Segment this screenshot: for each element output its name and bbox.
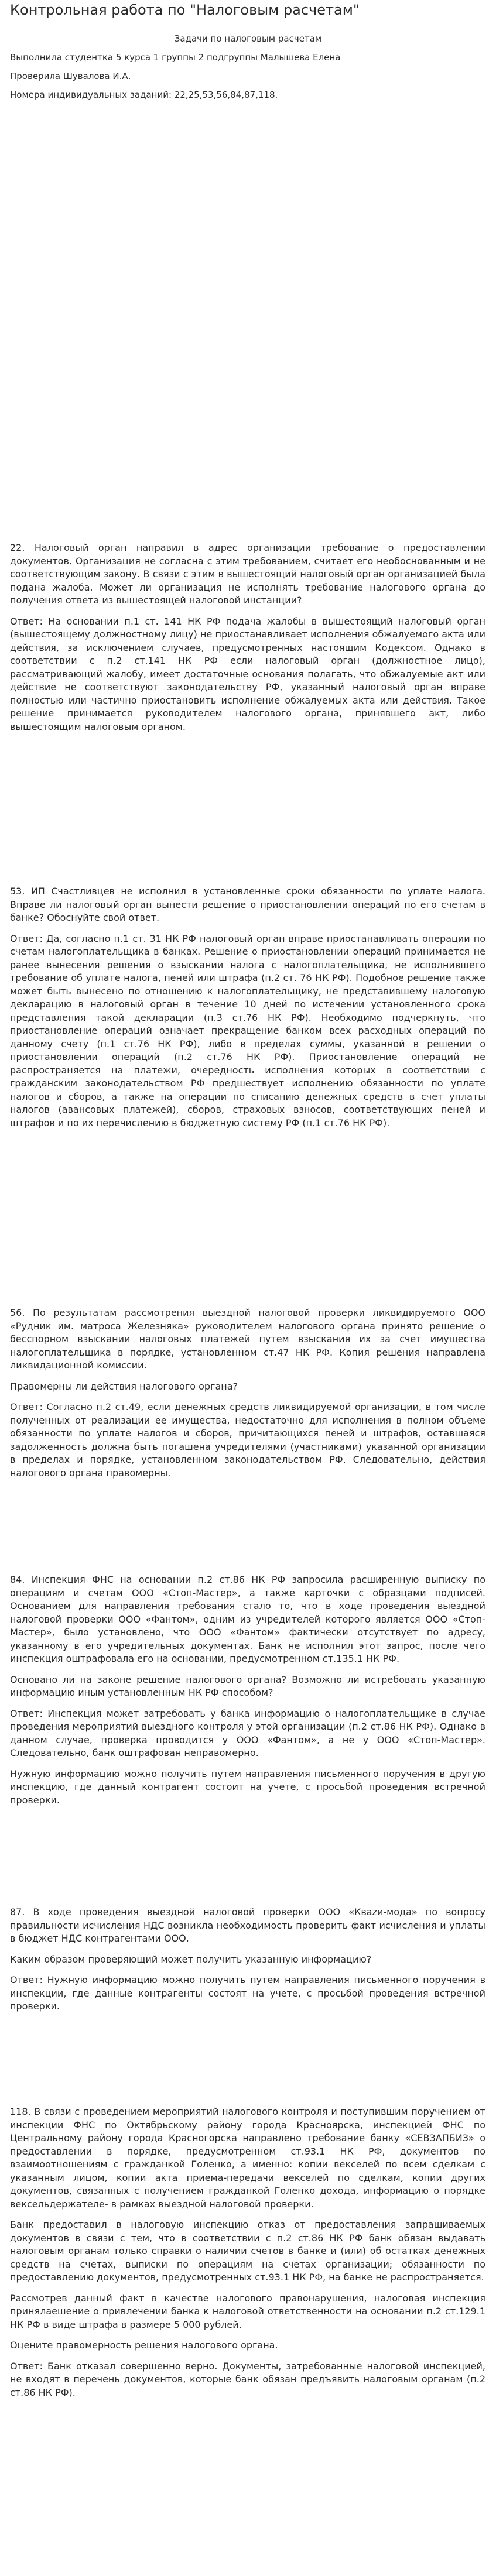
task-56 [10, 1306, 485, 1480]
task-22 [10, 541, 485, 733]
task-118-question: 118. В связи с проведением мероприятий налогового контроля и поступившим поручением от инспекции ФНС по Октябрьскому району города Красноярска, инспекцией ФНС по Центральному району города Красногорска направлено требование банку «СЕВЗАПБИЗ» о предоставлении в порядке, предусмотренном ст.93.1 НК РФ, документов по взаимоотношениям с гражданкой Голенко, а именно: копии векселей по всем сделкам с указанным лицом, копии акта приема-передачи векселей по сделкам, копии других документов, связанных с получением гражданкой Голенко дохода, информацию о порядке вексельдержателе- в рамках выездной налоговой проверки. [10, 2106, 485, 2210]
task-22-question: 22. Налоговый орган направил в адрес организации требование о предоставлении документов. Организация не согласна с этим требованием, считает его необоснованным и не соответствующим закону. В связи с этим в вышестоящий налоговый орган организацией была подана жалоба. Может ли организация не исполнять требование налогового органа до получения ответа из вышестоящей налоговой инстанции? [10, 542, 485, 606]
task-87-answer: Ответ: Нужную информацию можно получить путем направления письменного поручения в инспекции, где данные контрагенты состоят на учете, с просьбой проведения встречной проверки. [10, 1974, 485, 2012]
task-84-answer-note: Нужную информацию можно получить путем направления письменного поручения в другую инспекцию, где данный контрагент состоит на учете, с просьбой проведения встречной проверки. [10, 1768, 485, 1806]
checker-line: Проверила Шувалова И.А. [10, 71, 131, 81]
task-53-answer: Ответ: Да, согласно п.1 ст. 31 НК РФ налоговый орган вправе приостанавливать операции по счетам налогоплательщика в банках. Решение о приостановлении операций принимается не ранее вынесения решения о взыскании налога с налогоплательщика, не исполнившего требование об уплате налога, пеней или штрафа (п.2 ст. 76 НК РФ). Подобное решение также может быть вынесено по отношению к налогоплательщику, не представившему налоговую декларацию в налоговый орган в течение 10 дней по истечении установленного срока представления такой декларации (п.3 ст.76 НК РФ). Необходимо подчеркнуть, что приостановление операций означает прекращение банком всех расходных операций по данному счету (п.1 ст.76 НК РФ), либо в пределах суммы, указанной в решении о приостановлении операций (п.2 ст.76 НК РФ). Приостановление операций не распространяется на платежи, очередность исполнения которых в соответствии с гражданским законодательством РФ предшествует исполнению обязанности по уплате налогов и сборов, а также на операции по списанию денежных средств в счет уплаты налогов (авансовых платежей), сборов, страховых взносов, соответствующих пеней и штрафов и по их перечислению в бюджетную систему РФ (п.1 ст.76 НК РФ). [10, 932, 485, 1128]
task-118-decision: Рассмотрев данный факт в качестве налогового правонарушения, налоговая инспекция принялаешение о привлечении банка к налоговой ответственности на основании п.2 ст.129.1 НК РФ в виде штрафа в размере 5 000 рублей. [10, 2292, 485, 2330]
task-56-subquestion: Правомерны ли действия налогового органа? [10, 1380, 238, 1392]
task-84-question: 84. Инспекция ФНС на основании п.2 ст.86 НК РФ запросила расширенную выписку по операциям и счетам ООО «Стоп-Мастер», а также карточки с образцами подписей. Основанием для направления требования стало то, что в ходе проведения выездной налоговой проверки ООО «Фантом», одним из учредителей которого является ООО «Стоп-Мастер», было установлено, что ООО «Фантом» фактически отсутствует по адресу, указанному в его учредительных документах. Банк не исполнил этот запрос, после чего инспекция оштрафовала его на основании, предусмотренном ст.135.1 НК РФ. [10, 1574, 485, 1664]
task-56-answer: Ответ: Согласно п.2 ст.49, если денежных средств ликвидируемой организации, в том числе полученных от реализации ее имущества, недостаточно для исполнения в полном объеме обязанности по уплате налогов и сборов, причитающихся пеней и штрафов, оставшаяся задолженность должна быть погашена учредителями (участниками) указанной организации в пределах и порядке, установленном законодательством РФ. Следовательно, действия налогового органа правомерны. [10, 1401, 485, 1479]
document-title: Контрольная работа по "Налоговым расчетам" [10, 2, 360, 18]
task-87-question: 87. В ходе проведения выездной налоговой проверки ООО «Кваzи-мода» по вопросу правильности исчисления НДС возникла необходимость проверить факт исчисления и уплаты в бюджет НДС контрагентами ООО. [10, 1906, 485, 1944]
task-87 [10, 1906, 485, 2014]
task-118-answer: Ответ: Банк отказал совершенно верно. Документы, затребованные налоговой инспекцией, не входят в перечень документов, которые банк обязан предъявить налоговым органам (п.2 ст.86 НК РФ). [10, 2360, 485, 2398]
task-84-subquestion: Основано ли на законе решение налогового органа? Возможно ли истребовать указанную информацию иным установленным НК РФ способом? [10, 1673, 485, 1698]
task-84-answer: Ответ: Инспекция может затребовать у банка информацию о налогоплательщике в случае проведения мероприятий выездного контроля у этой организации (п.2 ст.86 НК РФ). Однако в данном случае, проверка проводится у ООО «Фантом», а не у ООО «Стоп-Мастер». Следовательно, банк оштрафован неправомерно. [10, 1707, 485, 1758]
task-53 [10, 885, 485, 1130]
task-118-bank-response: Банк предоставил в налоговую инспекцию отказ от предоставления запрашиваемых документов в связи с тем, что в соответствии с п.2 ст.86 НК РФ банк обязан выдавать налоговым органам только справки о наличии счетов в банке и (или) об остатках денежных средств на счетах, выписки по операциям на счетах организации; обязанности по предоставлению документов, предусмотренных ст.93.1 НК РФ, на банке не распространяется. [10, 2219, 485, 2283]
task-numbers-line: Номера индивидуальных заданий: 22,25,53,56,84,87,118. [10, 90, 278, 100]
task-118 [10, 2105, 485, 2399]
task-87-subquestion: Каким образом проверяющий может получить указанную информацию? [10, 1953, 372, 1965]
document-subtitle: Задачи по налоговым расчетам [174, 33, 322, 44]
task-22-answer: Ответ: На основании п.1 ст. 141 НК РФ подача жалобы в вышестоящий налоговый орган (вышестоящему должностному лицу) не приостанавливает исполнения обжалуемого акта или действия, за исключением случаев, предусмотренных настоящим Кодексом. Однако в соответствии с п.2 ст.141 НК РФ если налоговый орган (должностное лицо), рассматривающий жалобу, имеет достаточные основания полагать, что обжалуемые акт или действие не соответствуют законодательству РФ, указанный налоговый орган вправе полностью или частично приостановить исполнение обжалуемых акта или действия. Такое решение принимается руководителем налогового органа, принявшего акт, либо вышестоящим налоговым органом. [10, 615, 485, 732]
task-53-question: 53. ИП Счастливцев не исполнил в установленные сроки обязанности по уплате налога. Вправе ли налоговый орган вынести решение о приостановлении операций по его счетам в банке? Обоснуйте свой ответ. [10, 886, 485, 923]
student-line: Выполнила студентка 5 курса 1 группы 2 подгруппы Малышева Елена [10, 52, 341, 63]
task-84 [10, 1573, 485, 1807]
task-118-subquestion: Оцените правомерность решения налогового органа. [10, 2340, 278, 2351]
task-56-question: 56. По результатам рассмотрения выездной налоговой проверки ликвидируемого ООО «Рудник им. матроса Железнякa» руководителем налогового органа принято решение о бесспорном взыскании налоговых платежей путем взыскания их за счет имущества налогоплательщика в порядке, установленном ст.47 НК РФ. Копия решения направлена ликвидационной комиссии. [10, 1307, 485, 1371]
